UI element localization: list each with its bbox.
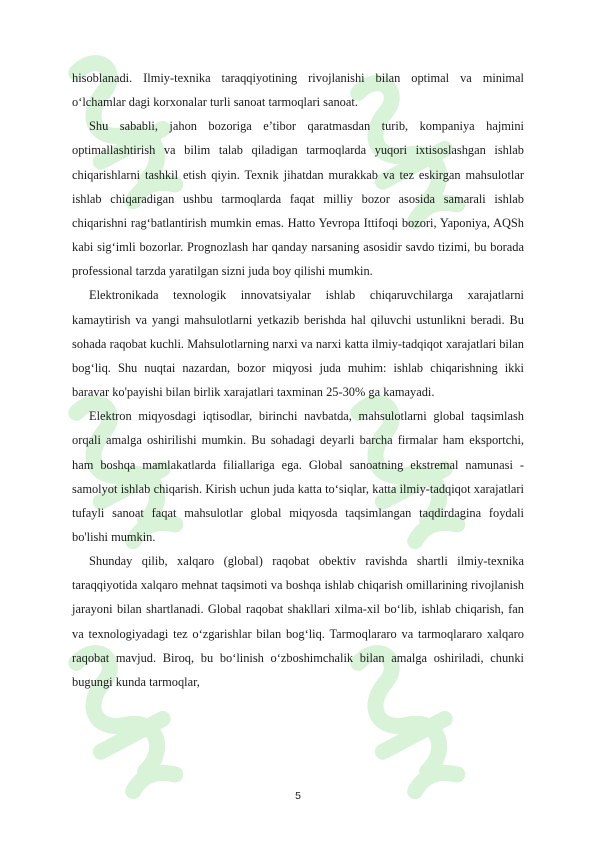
paragraph-5: Shunday qilib, xalqaro (global) raqobat obektiv ravishda shartli ilmiy-texnika taraqqiyotida xalqaro mehnat taqsimoti va boshqa ishlab chiqarish omillarining rivojlanish jarayoni bilan shartlanadi. Global raqobat shakllari xilma-xil bo‘lib, ishlab chiqarish, fan va texnologiyadagi tez o‘zgarishlar bilan bog‘liq. Tarmoqlararo va tarmoqlararo xalqaro raqobat mavjud. Biroq, bu bo‘linish o‘zboshimchalik bilan amalga oshiriladi, chunki bugungi kunda tarmoqlar, bbox=[72, 554, 524, 689]
paragraph-1: hisoblanadi. Ilmiy-texnika taraqqiyotining rivojlanishi bilan optimal va minimal o‘lchamlar dagi korxonalar turli sanoat tarmoqlari sanoat. bbox=[72, 71, 524, 110]
paragraph-4: Elektron miqyosdagi iqtisodlar, birinchi navbatda, mahsulotlarni global taqsimlash orqali amalga oshirilishi mumkin. Bu sohadagi deyarli barcha firmalar ham eksportchi, ham boshqa mamlakatlarda filiallariga ega. Global sanoatning ekstremal namunasi - samolyot ishlab chiqarish. Kirish uchun juda katta to‘siqlar, katta ilmiy-tadqiqot xarajatlari tufayli sanoat faqat mahsulotlar global miqyosda taqsimlangan taqdirdagina foydali bo'lishi mumkin. bbox=[72, 409, 524, 544]
paragraph-2: Shu sababli, jahon bozoriga e’tibor qaratmasdan turib, kompaniya hajmini optimallashtirish va bilim talab qiladigan tarmoqlarda yuqori ixtisoslashgan ishlab chiqarishlarni tashkil etish qiyin. Texnik jihatdan murakkab va tez eskirgan mahsulotlar ishlab chiqaradigan ushbu tarmoqlarda faqat milliy bozor asosida samarali ishlab chiqarishni rag‘batlantirish mumkin emas. Hatto Yevropa Ittifoqi bozori, Yaponiya, AQSh kabi sig‘imli bozorlar. Prognozlash har qanday narsaning asosidir savdo tizimi, bu borada professional tarzda yaratilgan sizni juda boy qilishi mumkin. bbox=[72, 119, 524, 279]
paragraph-3: Elektronikada texnologik innovatsiyalar ishlab chiqaruvchilarga xarajatlarni kamaytirish va yangi mahsulotlarni yetkazib berishda hal qiluvchi ustunlikni beradi. Bu sohada raqobat kuchli. Mahsulotlarning narxi va narxi katta ilmiy-tadqiqot xarajatlari bilan bog‘liq. Shu nuqtai nazardan, bozor miqyosi juda muhim: ishlab chiqarishning ikki baravar ko'payishi bilan birlik xarajatlari taxminan 25-30% ga kamayadi. bbox=[72, 288, 524, 400]
document-body bbox=[72, 66, 524, 694]
page-number: 5 bbox=[295, 790, 301, 802]
